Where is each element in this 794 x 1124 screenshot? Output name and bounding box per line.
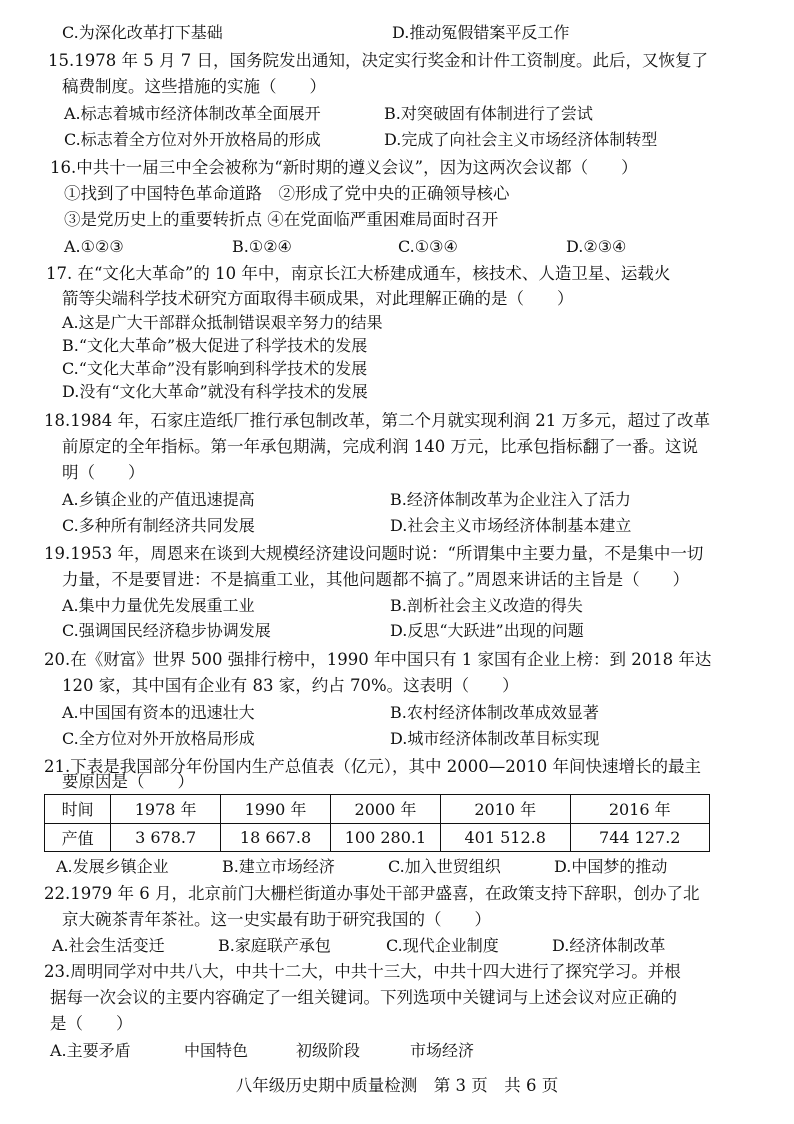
q15-option-d: D.完成了向社会主义市场经济体制转型: [384, 130, 658, 149]
gdp-table: [44, 794, 710, 852]
q17-option-b: B.“文化大革命”极大促进了科学技术的发展: [62, 336, 368, 355]
q23-option-a-keyword1: A.主要矛盾: [50, 1041, 131, 1060]
q22-option-a: A.社会生活变迁: [52, 936, 165, 955]
q23-stem-line1: 23.周明同学对中共八大，中共十二大，中共十三大，中共十四大进行了探究学习。并根: [44, 962, 681, 981]
q19-option-b: B.剖析社会主义改造的得失: [390, 596, 583, 615]
q14-option-d: D.推动冤假错案平反工作: [392, 23, 570, 42]
table-cell: 3 678.7: [111, 823, 221, 852]
q16-option-a: A.①②③: [64, 237, 124, 256]
q16-option-c: C.①③④: [398, 237, 458, 256]
table-header-cell: 2000 年: [331, 795, 441, 824]
q23-option-a-keyword2: 中国特色: [184, 1041, 249, 1060]
q19-stem-line1: 19.1953 年，周恩来在谈到大规模经济建设问题时说：“所谓集中主要力量，不是集中一切: [44, 544, 704, 563]
q16-statements-line2: ③是党历史上的重要转折点 ④在党面临严重困难局面时召开: [64, 210, 499, 229]
q15-option-c: C.标志着全方位对外开放格局的形成: [64, 130, 321, 149]
q22-stem-line1: 22.1979 年 6 月，北京前门大栅栏街道办事处干部尹盛喜，在政策支持下辞职，创办了北: [44, 884, 700, 903]
table-cell: 18 667.8: [221, 823, 331, 852]
q22-stem-line2: 京大碗茶青年茶社。这一史实最有助于研究我国的（ ）: [62, 910, 491, 929]
q16-option-b: B.①②④: [232, 237, 292, 256]
q16-option-d: D.②③④: [566, 237, 627, 256]
q15-stem-line1: 15.1978 年 5 月 7 日，国务院发出通知，决定实行奖金和计件工资制度。此后，又恢复了: [48, 51, 708, 70]
q17-option-c: C.“文化大革命”没有影响到科学技术的发展: [62, 359, 368, 378]
q19-option-d: D.反思“大跃进”出现的问题: [390, 621, 584, 640]
table-cell: 产值: [45, 823, 111, 852]
table-header-cell: 2016 年: [570, 795, 709, 824]
q15-option-a: A.标志着城市经济体制改革全面展开: [64, 104, 321, 123]
q21-option-c: C.加入世贸组织: [388, 857, 501, 876]
table-cell: 100 280.1: [331, 823, 441, 852]
table-header-cell: 1978 年: [111, 795, 221, 824]
q19-option-c: C.强调国民经济稳步协调发展: [62, 621, 271, 640]
q16-stem: 16.中共十一届三中全会被称为“新时期的遵义会议”，因为这两次会议都（ ）: [50, 158, 638, 177]
q21-stem-line1: 21.下表是我国部分年份国内生产总值表（亿元），其中 2000—2010 年间快速增长的最主: [44, 757, 701, 776]
q20-option-c: C.全方位对外开放格局形成: [62, 729, 255, 748]
q20-stem-line2: 120 家，其中国有企业有 83 家，约占 70%。这表明（ ）: [62, 676, 519, 695]
q17-option-a: A.这是广大干部群众抵制错误艰辛努力的结果: [62, 313, 383, 332]
table-cell: 744 127.2: [570, 823, 709, 852]
q14-option-c: C.为深化改革打下基础: [62, 23, 223, 42]
table-row: [45, 795, 710, 824]
q21-option-d: D.中国梦的推动: [554, 857, 668, 876]
q18-stem-line2: 前原定的全年指标。第一年承包期满，完成利润 140 万元，比承包指标翻了一番。这说: [62, 437, 698, 456]
q15-stem-line2: 稿费制度。这些措施的实施（ ）: [62, 77, 326, 96]
q17-stem-line1: 17. 在“文化大革命”的 10 年中，南京长江大桥建成通车，核技术、人造卫星、运载火: [46, 264, 671, 283]
q19-stem-line2: 力量，不是要冒进：不是搞重工业，其他问题都不搞了。”周恩来讲话的主旨是（ ）: [62, 570, 690, 589]
q22-option-c: C.现代企业制度: [386, 936, 499, 955]
q23-stem-line2: 据每一次会议的主要内容确定了一组关键词。下列选项中关键词与上述会议对应正确的: [50, 988, 677, 1007]
page-footer: 八年级历史期中质量检测 第 3 页 共 6 页: [235, 1076, 559, 1095]
q23-option-a-keyword3: 初级阶段: [296, 1041, 361, 1060]
table-row: [45, 823, 710, 852]
q23-stem-line3: 是（ ）: [50, 1014, 133, 1033]
q17-stem-line2: 箭等尖端科学技术研究方面取得丰硕成果，对此理解正确的是（ ）: [62, 289, 574, 308]
table-header-cell: 时间: [45, 795, 111, 824]
q18-option-a: A.乡镇企业的产值迅速提高: [62, 490, 255, 509]
table-header-cell: 2010 年: [440, 795, 570, 824]
q18-option-b: B.经济体制改革为企业注入了活力: [390, 490, 631, 509]
table-cell: 401 512.8: [440, 823, 570, 852]
q18-stem-line1: 18.1984 年，石家庄造纸厂推行承包制改革，第二个月就实现利润 21 万多元，超过了改革: [44, 411, 710, 430]
q21-stem-line2: 要原因是（ ）: [62, 772, 194, 791]
q21-option-a: A.发展乡镇企业: [56, 857, 169, 876]
q20-option-d: D.城市经济体制改革目标实现: [390, 729, 600, 748]
q18-option-c: C.多种所有制经济共同发展: [62, 516, 255, 535]
q20-option-a: A.中国国有资本的迅速壮大: [62, 703, 255, 722]
q22-option-d: D.经济体制改革: [552, 936, 666, 955]
q17-option-d: D.没有“文化大革命”就没有科学技术的发展: [62, 382, 368, 401]
q22-option-b: B.家庭联产承包: [218, 936, 331, 955]
q19-option-a: A.集中力量优先发展重工业: [62, 596, 255, 615]
q20-stem-line1: 20.在《财富》世界 500 强排行榜中，1990 年中国只有 1 家国有企业上榜：到 2018 年达: [44, 650, 712, 669]
q21-option-b: B.建立市场经济: [222, 857, 335, 876]
q15-option-b: B.对突破固有体制进行了尝试: [384, 104, 593, 123]
q18-stem-line3: 明（ ）: [62, 463, 145, 482]
q16-statements-line1: ①找到了中国特色革命道路 ②形成了党中央的正确领导核心: [64, 184, 510, 203]
q20-option-b: B.农村经济体制改革成效显著: [390, 703, 599, 722]
q23-option-a-keyword4: 市场经济: [410, 1041, 475, 1060]
table-header-cell: 1990 年: [221, 795, 331, 824]
q18-option-d: D.社会主义市场经济体制基本建立: [390, 516, 632, 535]
